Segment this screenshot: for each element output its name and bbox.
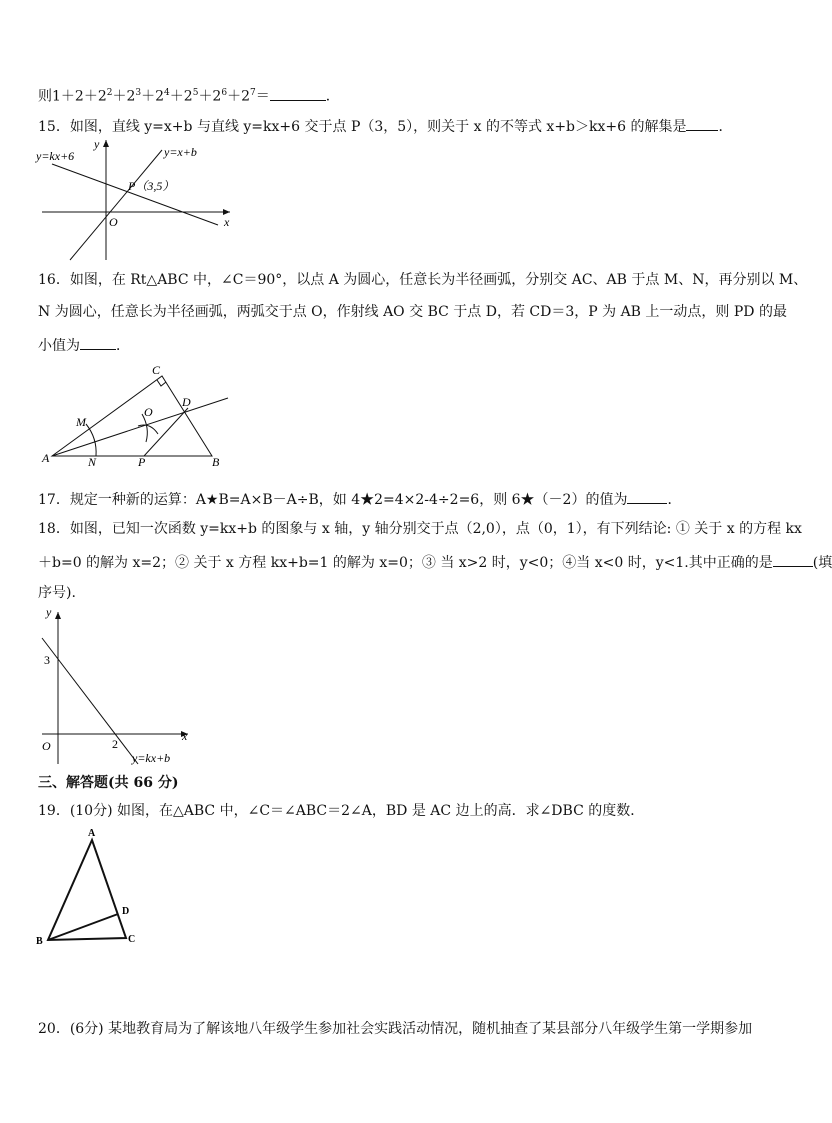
q18-figure bbox=[34, 604, 214, 772]
q18-line2-text: ＋b=0 的解为 x=2；② 关于 x 方程 kx+b=1 的解为 x=0；③ 当 x>2 时，y<0；④当 x<0 时，y<1.其中正确的是 bbox=[38, 555, 773, 571]
answer-blank[interactable] bbox=[686, 116, 718, 131]
line-y-kx6 bbox=[52, 164, 218, 225]
label-x: x bbox=[224, 215, 230, 229]
q14-exp: 5 bbox=[192, 88, 199, 98]
q14-expr: ＋2 bbox=[141, 88, 165, 105]
label-y-xb: y=x+b bbox=[164, 145, 197, 159]
answer-blank[interactable] bbox=[270, 86, 326, 101]
label-b: B bbox=[212, 455, 220, 469]
q14-expr: ＋2 bbox=[227, 88, 251, 105]
q14-expr: 1＋2＋2 bbox=[52, 88, 107, 105]
label-n: N bbox=[88, 455, 97, 469]
label-a: A bbox=[88, 828, 96, 839]
q18-line2 bbox=[38, 552, 832, 572]
q16-line2: N 为圆心，任意长为半径画弧，两弧交于点 O，作射线 AO 交 BC 于点 D，若 CD＝3，P 为 AB 上一动点，则 PD 的最 bbox=[38, 304, 787, 320]
q17-end: ． bbox=[667, 492, 682, 508]
label-y: y bbox=[94, 137, 100, 151]
q14-prefix: 则 bbox=[38, 88, 52, 105]
label-fn: y=kx+b bbox=[132, 751, 171, 765]
q17-question: 17．规定一种新的运算：A★B=A×B－A÷B，如 4★2=4×2-4÷2=6，则 6★（－2）的值为 bbox=[38, 492, 628, 508]
label-origin: O bbox=[109, 215, 118, 229]
q18-line2-end: (填 bbox=[812, 555, 832, 571]
q14-expr: ＋2 bbox=[112, 88, 136, 105]
q16-line3 bbox=[38, 335, 130, 355]
q15-text bbox=[38, 116, 732, 136]
q18-line1: 18．如图，已知一次函数 y=kx+b 的图象与 x 轴，y 轴分别交于点（2,0），点（0，1），有下列结论: ① 关于 x 的方程 kx bbox=[38, 521, 802, 537]
q14-expr: ＋2 bbox=[198, 88, 222, 105]
q20-text: 20．(6分) 某地教育局为了解该地八年级学生参加社会实践活动情况，随机抽查了某县部分八年级学生第一学期参加 bbox=[38, 1021, 753, 1037]
label-d: D bbox=[122, 906, 130, 917]
label-point-p: P（3,5） bbox=[128, 179, 175, 193]
line-y-kxb bbox=[42, 638, 138, 764]
label-c: C bbox=[152, 363, 161, 377]
answer-blank[interactable] bbox=[773, 552, 813, 567]
q14-exp: 6 bbox=[221, 88, 228, 98]
label-x: x bbox=[182, 729, 188, 743]
label-b: B bbox=[36, 936, 43, 947]
q14-exp: 7 bbox=[250, 88, 256, 98]
q19-text: 19．(10分) 如图，在△ABC 中，∠C＝∠ABC＝2∠A，BD 是 AC 边上的高．求∠DBC 的度数． bbox=[38, 803, 645, 819]
label-origin: O bbox=[42, 739, 51, 753]
q15-end: ． bbox=[718, 119, 733, 135]
q18-line3: 序号). bbox=[38, 585, 76, 601]
answer-blank[interactable] bbox=[80, 335, 116, 350]
label-y-kx6: y=kx+6 bbox=[36, 149, 75, 163]
q15-figure bbox=[34, 136, 244, 264]
q14-exp: 3 bbox=[135, 88, 142, 98]
q15-question: 15．如图，直线 y=x+b 与直线 y=kx+6 交于点 P（3，5），则关于 x 的不等式 x+b＞kx+6 的解集是 bbox=[38, 119, 687, 135]
q14-tail bbox=[38, 84, 340, 106]
arc-mn bbox=[86, 424, 96, 456]
q16-figure bbox=[38, 362, 230, 470]
label-c: C bbox=[128, 934, 136, 945]
q14-exp: 2 bbox=[106, 88, 113, 98]
q17-text bbox=[38, 489, 681, 509]
q19-figure bbox=[34, 826, 144, 950]
label-two: 2 bbox=[112, 737, 118, 751]
section-heading: 三、解答题(共 66 分) bbox=[38, 775, 179, 791]
q14-expr: ＋2 bbox=[169, 88, 193, 105]
q16-end: ． bbox=[116, 338, 130, 354]
label-p: P bbox=[138, 455, 146, 469]
q14-exp: 4 bbox=[164, 88, 170, 98]
q16-line1: 16．如图，在 Rt△ABC 中，∠C＝90°，以点 A 为圆心，任意长为半径画弧，分别交 AC、AB 于点 M、N，再分别以 M、 bbox=[38, 272, 808, 288]
label-a: A bbox=[42, 451, 50, 465]
label-m: M bbox=[76, 415, 86, 429]
label-three: 3 bbox=[44, 653, 50, 667]
label-d: D bbox=[182, 395, 191, 409]
q14-suffix: ． bbox=[325, 88, 340, 105]
q14-expr: ＝ bbox=[255, 88, 270, 105]
answer-blank[interactable] bbox=[627, 489, 667, 504]
q16-question-end: 小值为 bbox=[38, 338, 80, 354]
label-o: O bbox=[144, 405, 153, 419]
line-y-xb bbox=[70, 150, 162, 260]
label-y: y bbox=[46, 605, 52, 619]
